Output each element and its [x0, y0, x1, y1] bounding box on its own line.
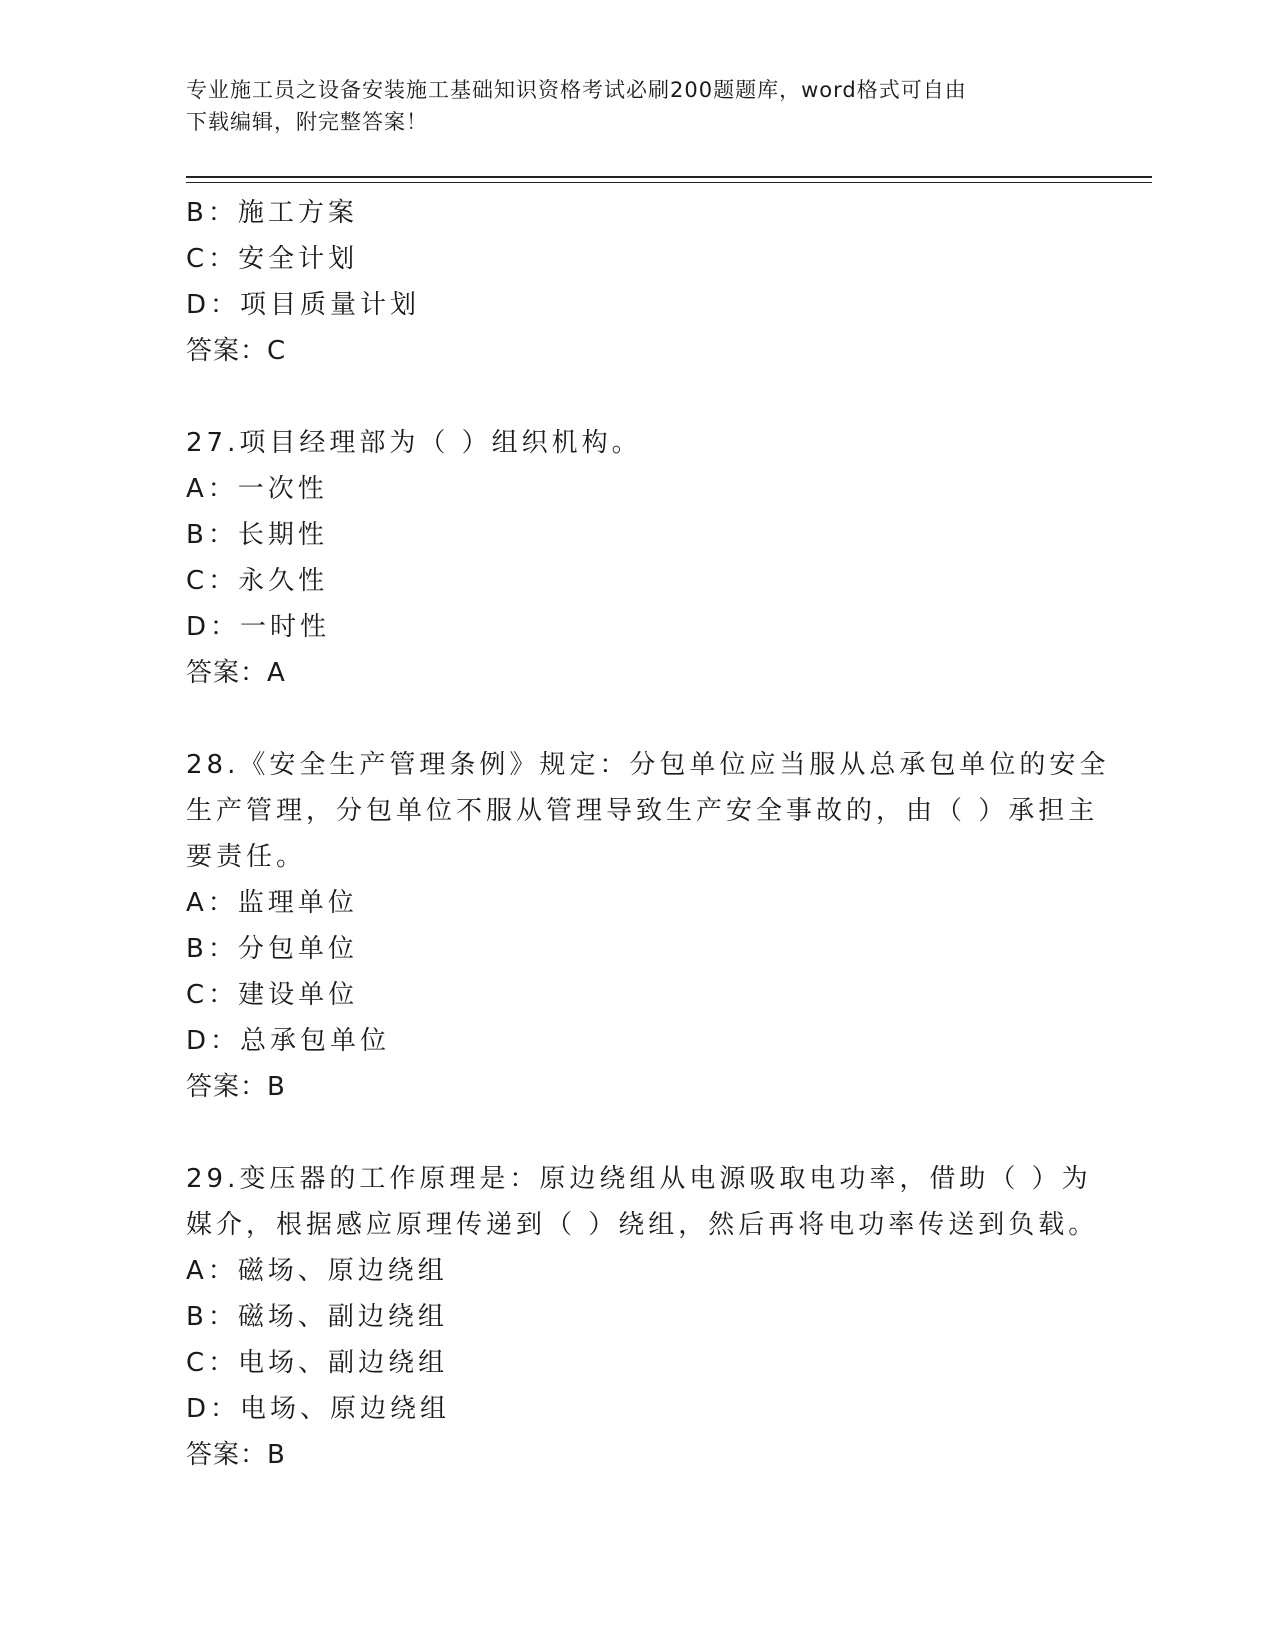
answer: 答案：B	[186, 1072, 286, 1102]
option-d: D：一时性	[186, 612, 331, 642]
header-rule-thick	[186, 176, 1152, 178]
option-c: C：电场、副边绕组	[186, 1348, 449, 1378]
spacer	[186, 374, 1086, 420]
answer: 答案：A	[186, 658, 286, 688]
option-c: C：永久性	[186, 566, 329, 596]
option-b: B：磁场、副边绕组	[186, 1302, 448, 1332]
question-text-line-1: 28.《安全生产管理条例》规定：分包单位应当服从总承包单位的安全	[186, 750, 1110, 780]
option-c: C：建设单位	[186, 980, 359, 1010]
question-text-line-3: 要责任。	[186, 842, 307, 872]
question-27	[186, 420, 1086, 696]
option-b: B：长期性	[186, 520, 328, 550]
option-d: D：总承包单位	[186, 1026, 391, 1056]
header-line-1: 专业施工员之设备安装施工基础知识资格考试必刷200题题库，word格式可自由	[186, 78, 967, 102]
option-c: C：安全计划	[186, 244, 359, 274]
option-d: D：电场、原边绕组	[186, 1394, 451, 1424]
option-a: A：一次性	[186, 474, 328, 504]
question-text: 27.项目经理部为（ ）组织机构。	[186, 428, 642, 458]
option-b: B：分包单位	[186, 934, 358, 964]
option-a: A：监理单位	[186, 888, 358, 918]
spacer	[186, 696, 1086, 742]
question-list	[186, 190, 1110, 1478]
answer: 答案：B	[186, 1440, 286, 1470]
spacer	[186, 1110, 1086, 1156]
option-b: B：施工方案	[186, 198, 358, 228]
header-rule-thin	[186, 182, 1152, 183]
option-a: A：磁场、原边绕组	[186, 1256, 448, 1286]
question-28	[186, 742, 1110, 1110]
option-d: D：项目质量计划	[186, 290, 421, 320]
document-header	[186, 74, 1086, 138]
question-26	[186, 190, 1086, 374]
question-29	[186, 1156, 1099, 1478]
question-text-line-2: 生产管理，分包单位不服从管理导致生产安全事故的，由（ ）承担主	[186, 796, 1099, 826]
header-line-2: 下载编辑，附完整答案！	[186, 110, 428, 134]
question-text-line-1: 29.变压器的工作原理是：原边绕组从电源吸取电功率，借助（ ）为	[186, 1164, 1092, 1194]
answer: 答案：C	[186, 336, 287, 366]
question-text-line-2: 媒介，根据感应原理传递到（ ）绕组，然后再将电功率传送到负载。	[186, 1210, 1099, 1240]
